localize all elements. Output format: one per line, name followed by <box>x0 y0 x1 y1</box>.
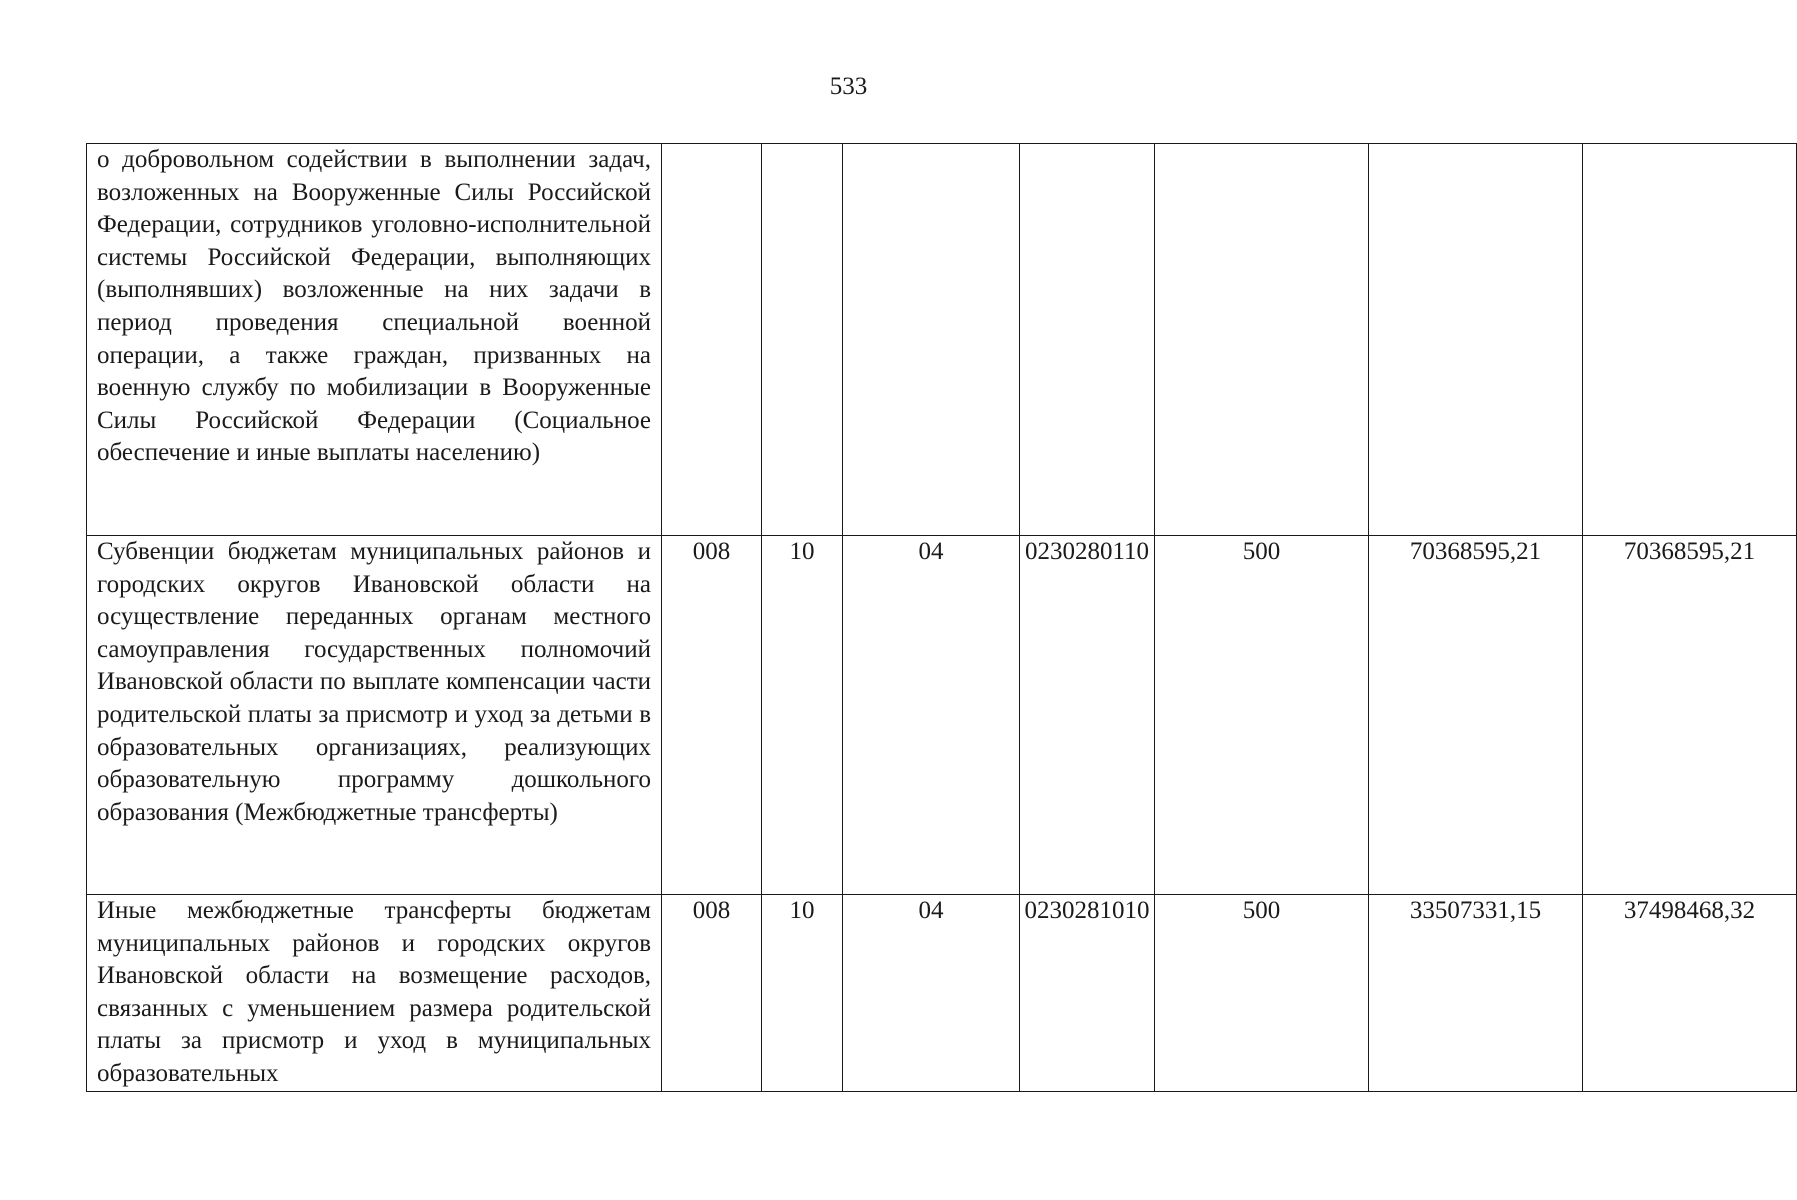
amount-2-cell: 37498468,32 <box>1583 895 1797 1092</box>
subsection-code-cell: 04 <box>843 895 1020 1092</box>
section-code-cell <box>762 144 843 536</box>
row-description: Иные межбюджетные трансферты бюджетам муниципальных районов и городских округов Ивановской области на возмещение расходов, связанных с уменьшением размера родительской платы за присмотр и уход в муниципальных образовательных <box>97 897 651 1087</box>
row-description-cell <box>87 144 662 536</box>
amount-1-cell: 33507331,15 <box>1369 895 1583 1092</box>
table-row <box>87 536 1797 895</box>
subsection-code-cell: 04 <box>843 536 1020 895</box>
expense-type-cell <box>1155 144 1369 536</box>
expense-type-cell: 500 <box>1155 536 1369 895</box>
table-row <box>87 144 1797 536</box>
subsection-code-cell <box>843 144 1020 536</box>
ministry-code-cell: 008 <box>662 536 762 895</box>
target-article-cell <box>1020 144 1155 536</box>
row-description: о добровольном содействии в выполнении задач, возложенных на Вооруженные Силы Российской Федерации, сотрудников уголовно-исполнительной системы Российской Федерации, выполняющих (выполнявших) возложенные на них задачи в период проведения специальной военной операции, а также граждан, призванных на военную службу по мобилизации в Вооруженные Силы Российской Федерации (Социальное обеспечение и иные выплаты населению) <box>97 146 651 467</box>
page-number: 533 <box>829 73 868 100</box>
ministry-code-cell <box>662 144 762 536</box>
amount-2-cell <box>1583 144 1797 536</box>
expense-type-cell: 500 <box>1155 895 1369 1092</box>
target-article-cell: 0230281010 <box>1020 895 1155 1092</box>
target-article-cell: 0230280110 <box>1020 536 1155 895</box>
amount-2-cell: 70368595,21 <box>1583 536 1797 895</box>
section-code-cell: 10 <box>762 536 843 895</box>
budget-table <box>86 143 1797 1092</box>
ministry-code-cell: 008 <box>662 895 762 1092</box>
amount-1-cell <box>1369 144 1583 536</box>
row-description: Субвенции бюджетам муниципальных районов и городских округов Ивановской области на осуществление переданных органам местного самоуправления государственных полномочий Ивановской области по выплате компенсации части родительской платы за присмотр и уход за детьми в образовательных организациях, реализующих образовательную программу дошкольного образования (Межбюджетные трансферты) <box>97 538 651 826</box>
row-description-cell <box>87 895 662 1092</box>
section-code-cell: 10 <box>762 895 843 1092</box>
row-description-cell <box>87 536 662 895</box>
table-row <box>87 895 1797 1092</box>
amount-1-cell: 70368595,21 <box>1369 536 1583 895</box>
